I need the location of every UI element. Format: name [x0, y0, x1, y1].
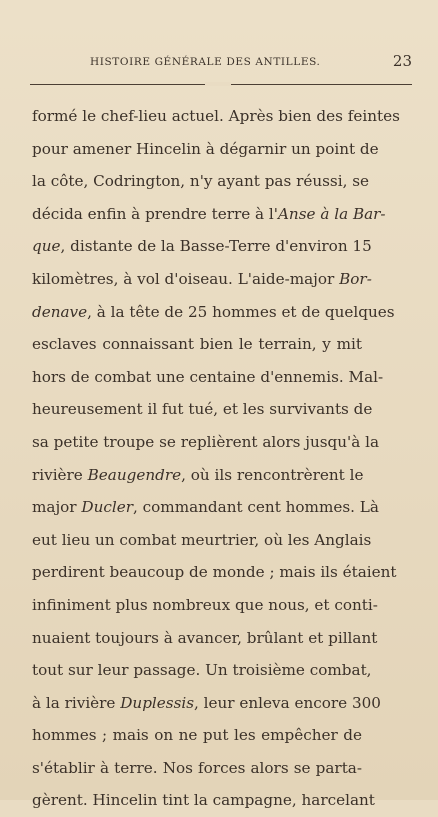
text-line: que, distante de la Basse-Terre d'environ 15	[32, 237, 372, 256]
text-line: hommes ; mais on ne put les empêcher de	[32, 726, 362, 745]
italic-person-name: Bor-	[339, 269, 372, 288]
text-line: tout sur leur passage. Un troisième combat,	[32, 661, 372, 680]
text-line: eut lieu un combat meurtrier, où les Anglais	[32, 530, 372, 549]
body-text	[32, 100, 400, 817]
italic-place-name: que	[32, 237, 61, 256]
text-line: esclaves connaissant bien le terrain, y mit	[32, 335, 362, 354]
text-line: pour amener Hincelin à dégarnir un point de	[32, 139, 379, 158]
text-line: major Ducler, commandant cent hommes. Là	[32, 498, 379, 517]
text-line: rivière Beaugendre, où ils rencontrèrent le	[32, 465, 364, 484]
running-head	[32, 52, 412, 72]
header-rule-gap	[205, 82, 231, 86]
text-line: gèrent. Hincelin tint la campagne, harcelant	[32, 791, 375, 810]
text-line: perdirent beaucoup de monde ; mais ils étaient	[32, 563, 397, 582]
running-title: HISTOIRE GÉNÉRALE DES ANTILLES.	[90, 56, 321, 68]
text-line: formé le chef-lieu actuel. Après bien des feintes	[32, 107, 400, 125]
text-line: sa petite troupe se replièrent alors jusqu'à la	[32, 432, 380, 451]
italic-place-name: Duplessis	[120, 693, 195, 712]
text-line: heureusement il fut tué, et les survivants de	[32, 400, 373, 419]
text-line: infiniment plus nombreux que nous, et conti-	[32, 595, 378, 614]
text-line: denave, à la tête de 25 hommes et de quelques	[32, 302, 395, 321]
italic-person-name: Ducler	[81, 498, 133, 517]
italic-place-name: Beaugendre	[87, 465, 182, 484]
text-line: la côte, Codrington, n'y ayant pas réussi, se	[32, 172, 370, 191]
text-line: nuaient toujours à avancer, brûlant et pillant	[32, 628, 378, 647]
text-line: à la rivière Duplessis, leur enleva encore 300	[32, 693, 381, 712]
text-line: décida enfin à prendre terre à l'Anse à la Bar-	[32, 204, 386, 223]
text-line: s'établir à terre. Nos forces alors se parta-	[32, 758, 362, 777]
italic-person-name: denave	[32, 302, 88, 321]
italic-place-name: Anse à la Bar-	[277, 204, 386, 223]
text-line: hors de combat une centaine d'ennemis. Mal-	[32, 367, 384, 386]
text-line: kilomètres, à vol d'oiseau. L'aide-major Bor-	[32, 269, 372, 288]
page-number: 23	[392, 52, 412, 70]
